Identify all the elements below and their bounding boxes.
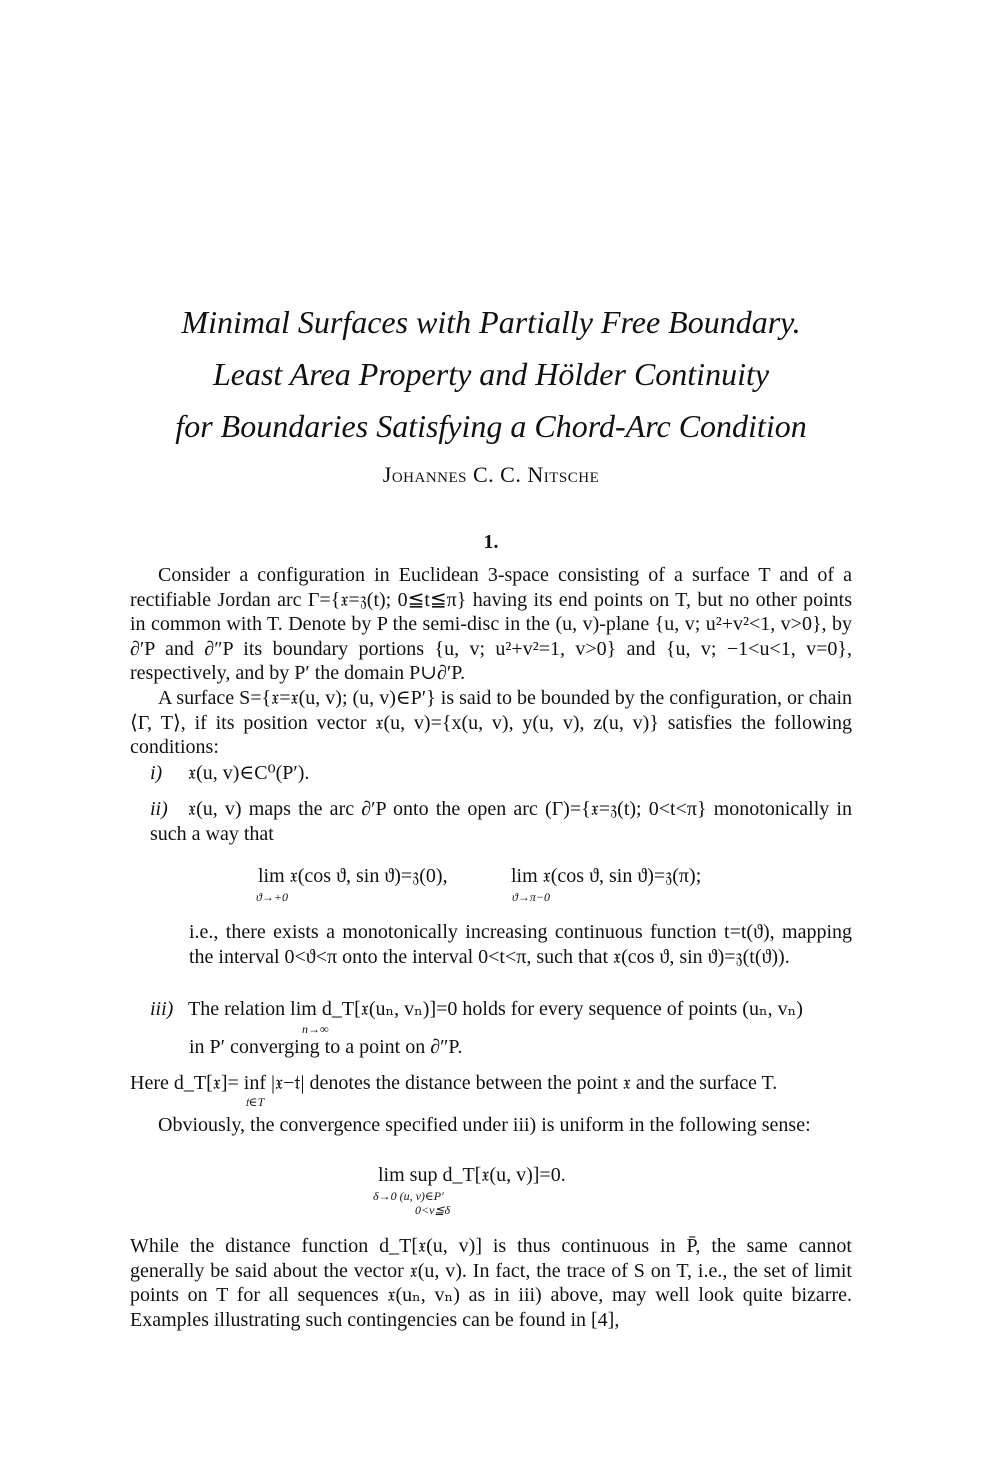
title-line-1: Minimal Surfaces with Partially Free Boundary. xyxy=(181,304,801,340)
condition-i-text: 𝔵(u, v)∈C⁰(P′). xyxy=(188,762,310,784)
paragraph-4: While the distance function d_T[𝔵(u, v)] is thus continuous in P̄, the same cannot generally be said about the vector 𝔵(u, v). In fact, the trace of S on T, i.e., the set of limit points on T for all sequences 𝔵(uₙ, vₙ) as in iii) above, may well look quite bizarre. Examples illustrating such contingencies can be found in [4], xyxy=(130,1235,852,1331)
title-line-2: Least Area Property and Hölder Continuity xyxy=(212,356,770,392)
condition-i xyxy=(150,761,852,786)
distance-definition-subscript: 𝔱∈T xyxy=(245,1095,265,1109)
condition-iii-subscript: n→∞ xyxy=(302,1022,329,1036)
equation-limit-1-subscript: ϑ→+0 xyxy=(256,890,288,904)
condition-ii-continuation: i.e., there exists a monotonically increasing continuous function t=t(ϑ), mapping the interval 0<ϑ<π onto the interval 0<t<π, such that 𝔵(cos ϑ, sin ϑ)=𝔷(t(ϑ)). xyxy=(189,921,852,968)
paragraph-3: Obviously, the convergence specified under iii) is uniform in the following sense: xyxy=(158,1114,811,1136)
equation-limit-2: lim 𝔵(cos ϑ, sin ϑ)=𝔷(π); xyxy=(511,865,702,887)
condition-iii xyxy=(150,997,852,1022)
equation-sup-subscript-1: δ→0 (u, v)∈P′ xyxy=(373,1189,444,1203)
author: Johannes C. C. Nitsche xyxy=(382,462,600,487)
equation-limit-1: lim 𝔵(cos ϑ, sin ϑ)=𝔷(0), xyxy=(258,865,448,887)
title-line-3: for Boundaries Satisfying a Chord-Arc Condition xyxy=(175,408,807,444)
condition-iii-line-2: in P′ converging to a point on ∂″P. xyxy=(189,1036,463,1058)
condition-i-label: i) xyxy=(150,762,163,784)
paragraph-1: Consider a configuration in Euclidean 3-space consisting of a surface T and of a rectifiable Jordan arc Γ={𝔵=𝔷(t); 0≦t≦π} having its end points on T, but no other points in common with T. Denote by P the semi-disc in the (u, v)-plane {u, v; u²+v²<1, v>0}, by ∂′P and ∂″P its boundary portions {u, v; u²+v²=1, v>0} and {u, v; −1<u<1, v=0}, respectively, and by P′ the domain P∪∂′P. xyxy=(130,564,852,685)
paragraph-2: A surface S={𝔵=𝔵(u, v); (u, v)∈P′} is said to be bounded by the configuration, or chain ⟨Γ, T⟩, if its position vector 𝔵(u, v)={x(u, v), y(u, v), z(u, v)} satisfies the following conditions: xyxy=(130,687,852,759)
equation-limit-2-subscript: ϑ→π−0 xyxy=(512,890,550,904)
section-number: 1. xyxy=(483,531,499,553)
condition-iii-label: iii) xyxy=(150,998,174,1020)
condition-iii-text: The relation lim d_T[𝔵(uₙ, vₙ)]=0 holds for every sequence of points (uₙ, vₙ) xyxy=(188,998,803,1020)
condition-ii xyxy=(150,797,852,846)
distance-definition: Here d_T[𝔵]= inf |𝔵−𝔱| denotes the distance between the point 𝔵 and the surface T. xyxy=(130,1072,778,1094)
equation-sup-subscript-2: 0<v≦δ xyxy=(415,1203,451,1217)
condition-ii-label: ii) xyxy=(150,798,168,820)
condition-ii-text: 𝔵(u, v) maps the arc ∂′P onto the open arc (Γ)={𝔵=𝔷(t); 0<t<π} monotonically in such a way that xyxy=(150,798,852,845)
equation-sup: lim sup d_T[𝔵(u, v)]=0. xyxy=(378,1164,566,1186)
